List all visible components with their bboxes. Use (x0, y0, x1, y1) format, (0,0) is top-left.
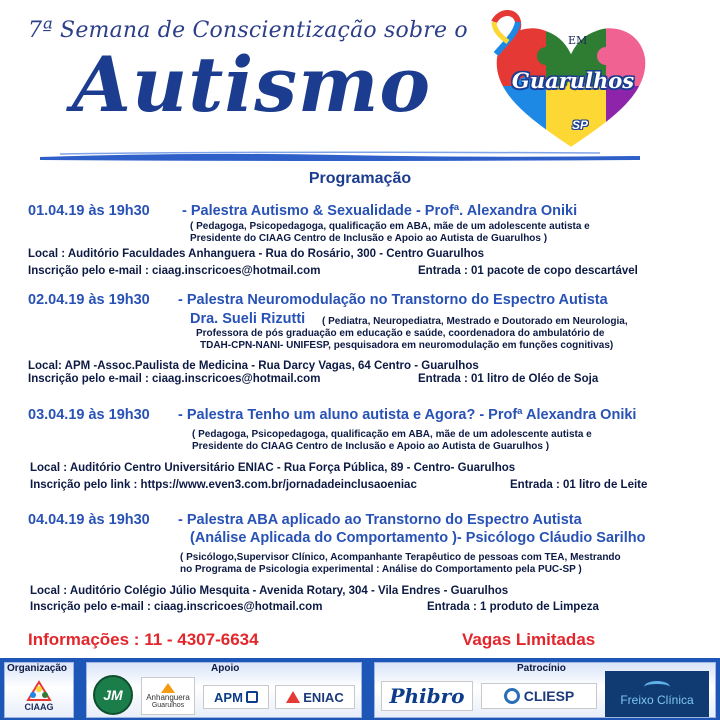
anhanguera-city: Guarulhos (151, 702, 185, 709)
event-inscricao: Inscrição pelo e-mail : ciaag.inscricoes@hotmail.com (30, 601, 323, 613)
apoio-group (86, 662, 362, 718)
event-speaker: Dra. Sueli Rizutti (190, 311, 306, 327)
event-detail-line: ( Psicólogo,Supervisor Clínico, Acompanhante Terapêutico de pessoas com TEA, Mestrando (180, 552, 621, 563)
freixo-wing-icon (644, 681, 670, 693)
event-local: Local : Auditório Centro Universitário ENIAC - Rua Força Pública, 89 - Centro- Guarulhos (30, 462, 516, 474)
phibro-name: Phibro (389, 684, 465, 708)
event-detail-line: ( Pedagoga, Psicopedagoga, qualificação em ABA, mãe de um adolescente autista e (190, 221, 590, 232)
contact-info: Informações : 11 - 4307-6634 (28, 630, 259, 649)
vagas-limitadas: Vagas Limitadas (462, 630, 596, 649)
apm-emblem-icon (246, 691, 258, 703)
event-title: - Palestra Tenho um aluno autista e Agora? - Profª Alexandra Oniki (178, 407, 637, 423)
anhanguera-name: Anhanguera (146, 693, 190, 702)
event-detail-line: Presidente do CIAAG Centro de Inclusão e Apoio ao Autista de Guarulhos ) (192, 441, 550, 452)
eniac-name: ENIAC (303, 689, 344, 705)
logo-sp: SP (572, 118, 589, 132)
guarulhos-logo (486, 6, 656, 156)
eniac-logo (275, 685, 355, 709)
apm-name: APM (214, 689, 243, 705)
cliesp-circle-icon (504, 688, 520, 704)
event-entrada: Entrada : 01 litro de Oléo de Soja (418, 373, 599, 385)
jm-name: JM (103, 687, 123, 703)
event-local: Local : Auditório Faculdades Anhanguera - Rua do Rosário, 300 - Centro Guarulhos (28, 248, 485, 260)
event-entrada: Entrada : 1 produto de Limpeza (427, 601, 599, 613)
patrocinio-group (374, 662, 716, 718)
ciaag-logo (11, 677, 67, 715)
event-date: 01.04.19 às 19h30 (28, 203, 150, 219)
event-title: - Palestra ABA aplicado ao Transtorno do Espectro Autista (178, 512, 582, 528)
organizacao-group (4, 662, 74, 718)
event-detail-line: Professora de pós graduação em educação e saúde, coordenadora do ambulatório de (196, 328, 605, 339)
cliesp-logo (481, 683, 597, 709)
event-detail-line: ( Pediatra, Neuropediatra, Mestrado e Doutorado em Neurologia, (322, 316, 628, 327)
event-date: 02.04.19 às 19h30 (28, 292, 150, 308)
event-detail-line: Presidente do CIAAG Centro de Inclusão e Apoio ao Autista de Guarulhos ) (190, 233, 548, 244)
subtitle: 7ª Semana de Conscientização sobre o (28, 18, 468, 43)
jm-logo (93, 675, 133, 715)
event-date: 04.04.19 às 19h30 (28, 512, 150, 528)
event-local: Local: APM -Assoc.Paulista de Medicina - Rua Darcy Vagas, 64 Centro - Guarulhos (28, 360, 479, 372)
patrocinio-label: Patrocínio (517, 663, 566, 674)
logo-name: Guarulhos (511, 68, 635, 93)
sponsors-footer (0, 658, 720, 720)
event-entrada: Entrada : 01 pacote de copo descartável (418, 265, 638, 277)
anhanguera-triangle-icon (161, 683, 175, 693)
event-title: - Palestra Autismo & Sexualidade - Profª. Alexandra Oniki (182, 203, 578, 219)
event-date: 03.04.19 às 19h30 (28, 407, 150, 423)
ciaag-name: CIAAG (24, 702, 54, 712)
event-inscricao: Inscrição pelo e-mail : ciaag.inscricoes@hotmail.com (28, 373, 321, 385)
event-inscricao: Inscrição pelo link : https://www.even3.com.br/jornadadeinclusaoeniac (30, 479, 417, 491)
section-heading: Programação (308, 170, 412, 187)
event-entrada: Entrada : 01 litro de Leite (510, 479, 648, 491)
anhanguera-logo (141, 677, 195, 715)
event-inscricao: Inscrição pelo e-mail : ciaag.inscricoes@hotmail.com (28, 265, 321, 277)
phibro-logo (381, 681, 473, 711)
event-detail-line: TDAH-CPN-NANI- UNIFESP, pesquisadora em neuromodulação em funções cognitivas) (200, 340, 614, 351)
ciaag-figures-icon (24, 680, 54, 702)
cliesp-name: CLIESP (523, 688, 575, 704)
eniac-triangle-icon (286, 691, 300, 703)
event-detail-line: ( Pedagoga, Psicopedagoga, qualificação em ABA, mãe de um adolescente autista e (192, 429, 592, 440)
apoio-label: Apoio (211, 663, 240, 674)
apm-logo (203, 685, 269, 709)
event-local: Local : Auditório Colégio Júlio Mesquita - Avenida Rotary, 304 - Vila Endres - Guarulhos (30, 585, 509, 597)
logo-em-label: EM (568, 34, 588, 47)
freixo-logo (605, 671, 709, 717)
event-title: - Palestra Neuromodulação no Transtorno do Espectro Autista (178, 292, 608, 308)
event-title-line-2: (Análise Aplicada do Comportamento )- Psicólogo Cláudio Sarilho (190, 530, 646, 546)
organizacao-label: Organização (7, 663, 68, 674)
page-title: Autismo (72, 40, 432, 129)
event-detail-line: no Programa de Psicologia experimental : Análise do Comportamento pela PUC-SP ) (180, 564, 582, 575)
freixo-name: Freixo Clínica (620, 693, 694, 707)
